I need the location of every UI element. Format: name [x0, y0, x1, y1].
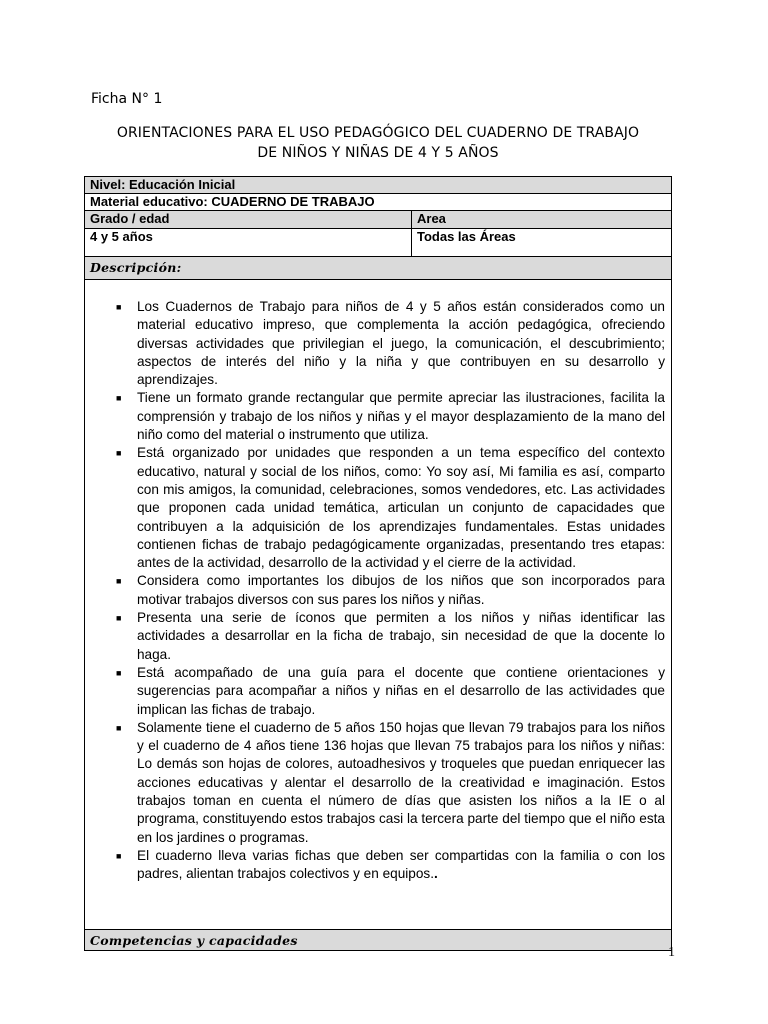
title-line-2: DE NIÑOS Y NIÑAS DE 4 Y 5 AÑOS	[257, 145, 499, 161]
list-item-text: Solamente tiene el cuaderno de 5 años 150 hojas que llevan 79 trabajos para los niños y el cuaderno de 4 años tiene 136 hojas que llevan 75 trabajos para los niños y niñas: Lo demás son hojas de colores, autoadhesivos y troqueles que puedan enriquecer las acciones educativas y alentar el desarrollo de la creatividad e imaginación. Estos trabajos toman en cuenta el número de días que asisten los niños a la IE o al programa, constituyendo estos trabajos casi la tercera parte del tiempo que el niño esta en los jardines o programas.	[137, 719, 665, 845]
descripcion-header	[85, 257, 672, 280]
ficha-number: Ficha N° 1	[91, 91, 163, 107]
bullet-marker: ■	[116, 850, 122, 861]
list-item	[116, 389, 665, 444]
bullet-marker: ■	[116, 722, 122, 733]
description-content	[85, 280, 672, 930]
descripcion-label: Descripción:	[90, 260, 182, 275]
list-item	[116, 609, 665, 664]
bullet-marker: ■	[116, 302, 122, 312]
bullet-marker: ■	[116, 576, 122, 587]
list-item-text: Presenta una serie de íconos que permiten a los niños y niñas identificar las actividades a desarrollar en la ficha de trabajo, sin necesidad de que la docente lo haga.	[137, 610, 665, 662]
description-list	[116, 298, 665, 884]
competencias-label: Competencias y capacidades	[90, 933, 298, 948]
grado-value: 4 y 5 años	[85, 229, 412, 257]
list-item-text: Considera como importantes los dibujos de los niños que son incorporados para motivar trabajos diversos con sus pares los niños y niñas.	[137, 573, 665, 607]
info-table	[84, 176, 672, 951]
grado-header: Grado / edad	[85, 211, 412, 229]
document-title	[84, 123, 672, 163]
page-number: 1	[668, 945, 675, 960]
list-item	[116, 444, 665, 572]
bullet-marker: ■	[116, 667, 122, 678]
list-item	[116, 719, 665, 847]
area-value: Todas las Áreas	[412, 229, 672, 257]
bullet-marker: ■	[116, 613, 122, 624]
area-header: Area	[412, 211, 672, 229]
competencias-header	[85, 930, 672, 951]
list-item-text: Tiene un formato grande rectangular que permite apreciar las ilustraciones, facilita la comprensión y trabajo de los niños y niñas y el mayor desplazamiento de la mano del niño como del material o instrumento que utiliza.	[137, 390, 665, 443]
list-item	[116, 847, 665, 884]
material-cell: Material educativo: CUADERNO DE TRABAJO	[85, 194, 672, 211]
final-period: .	[433, 866, 438, 882]
bullet-marker: ■	[116, 448, 122, 459]
list-item-text: El cuaderno lleva varias fichas que deben ser compartidas con la familia o con los padres, alientan trabajos colectivos y en equipos.	[137, 847, 665, 882]
nivel-cell: Nivel: Educación Inicial	[85, 177, 672, 194]
list-item-text: Los Cuadernos de Trabajo para niños de 4 y 5 años están considerados como un material educativo impreso, que complementa la acción pedagógica, ofreciendo diversas actividades que privilegian el juego, la comunicación, el descubrimiento; aspectos de interés del niño y la niña y que contribuyen en su desarrollo y aprendizajes.	[137, 299, 665, 388]
list-item	[116, 572, 665, 609]
list-item-text: Está acompañado de una guía para el docente que contiene orientaciones y sugerencias para acompañar a niños y niñas en el desarrollo de las actividades que implican las fichas de trabajo.	[137, 664, 665, 717]
list-item-text: Está organizado por unidades que responden a un tema específico del contexto educativo, natural y social de los niños, como: Yo soy así, Mi familia es así, comparto con mis amigos, la comunidad, celebraciones, somos vendedores, etc. Las actividades que proponen cada unidad temática, articulan un conjunto de capacidades que contribuyen a la adquisición de los aprendizajes fundamentales. Estas unidades contienen fichas de trabajo pedagógicamente organizadas, presentando tres etapas: antes de la actividad, desarrollo de la actividad y el cierre de la actividad.	[137, 445, 665, 571]
list-item	[116, 298, 665, 389]
title-line-1: ORIENTACIONES PARA EL USO PEDAGÓGICO DEL CUADERNO DE TRABAJO	[116, 125, 640, 141]
list-item	[116, 664, 665, 719]
bullet-marker: ■	[116, 393, 122, 404]
